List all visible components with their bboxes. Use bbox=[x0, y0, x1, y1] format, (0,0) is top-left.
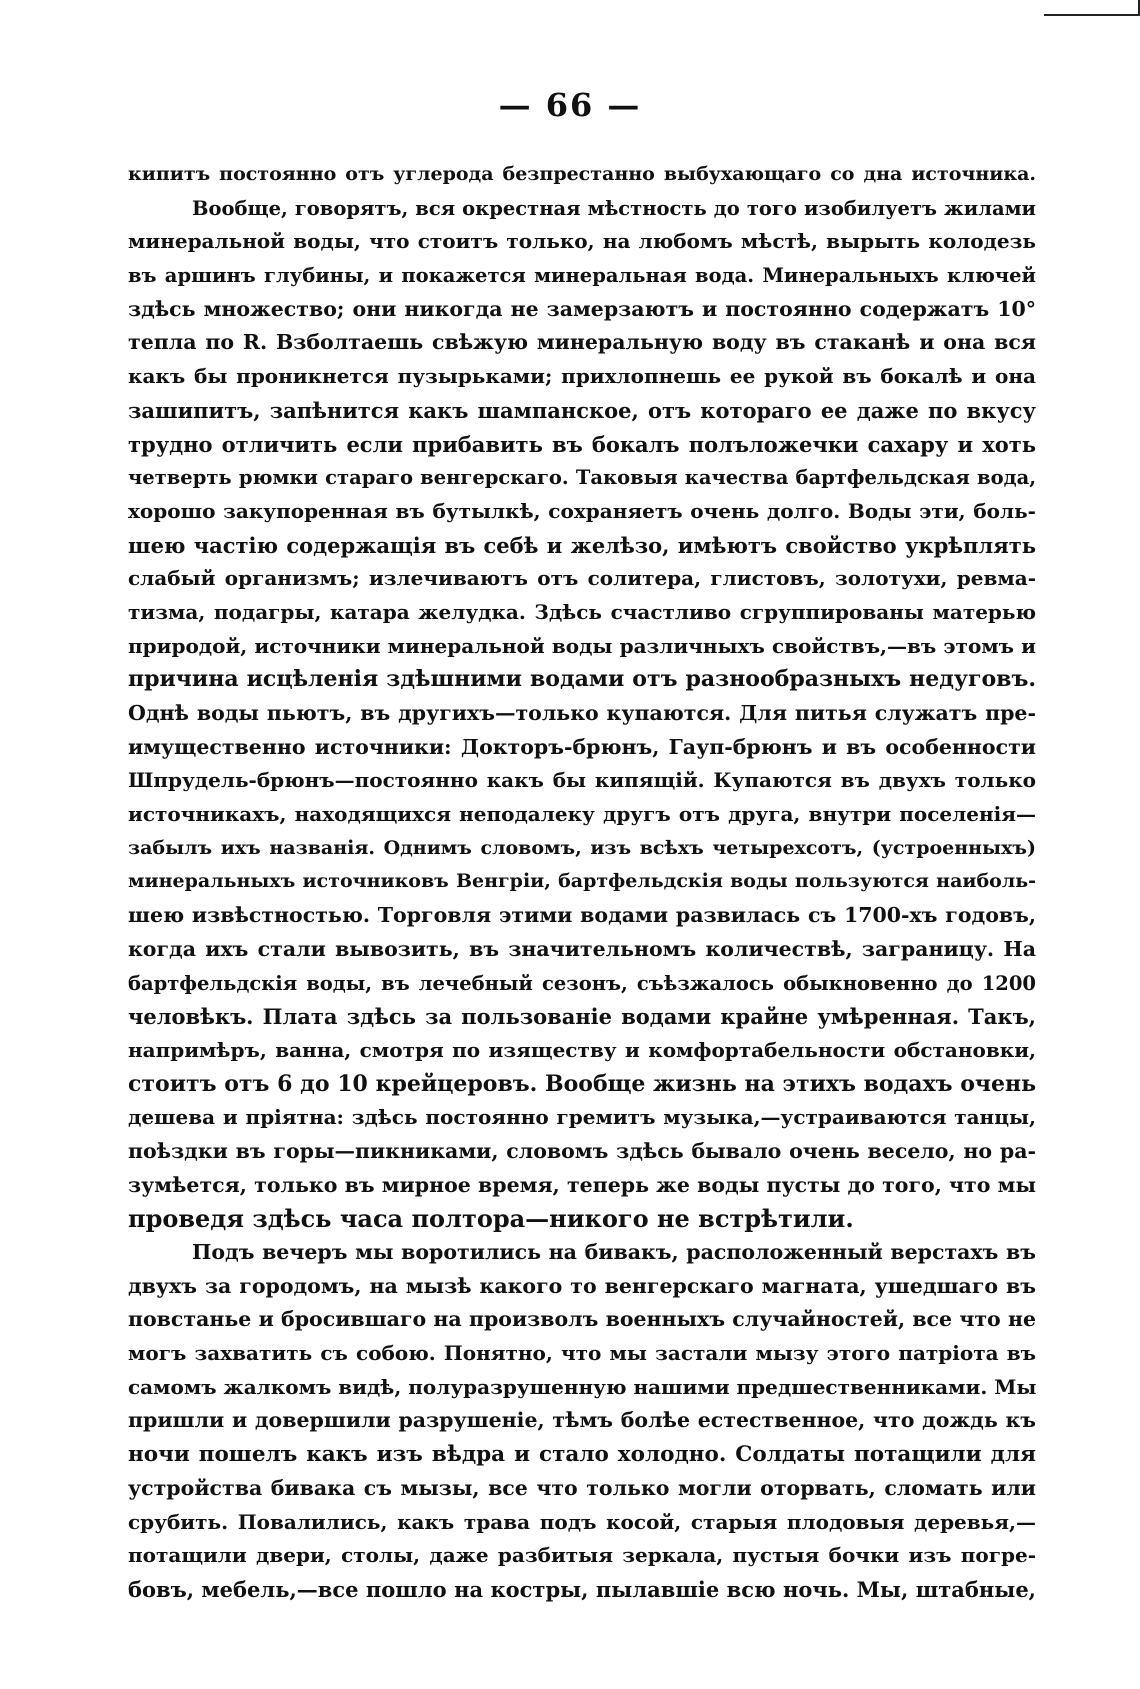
text-line: проведя здѣсь часа полтора—никого не встрѣтили. bbox=[128, 1204, 854, 1234]
text-line: въ аршинъ глубины, и покажется минеральная вода. Минеральныхъ ключей bbox=[128, 264, 1036, 288]
text-line: Шпрудель-брюнъ—постоянно какъ бы кипящій. Купаются въ двухъ только bbox=[128, 768, 1036, 793]
text-line: тепла по R. Взболтаешь свѣжую минеральную воду въ стаканѣ и она вся bbox=[128, 330, 1036, 355]
text-line: имущественно источники: Докторъ-брюнъ, Гауп-брюнъ и въ особенности bbox=[128, 734, 1036, 759]
text-line: поѣздки въ горы—пикниками, словомъ здѣсь бывало очень весело, но ра- bbox=[128, 1138, 1036, 1163]
text-line: шею извѣстностью. Торговля этими водами развилась съ 1700-хъ годовъ, bbox=[128, 903, 1036, 928]
text-line: тизма, подагры, катара желудка. Здѣсь счастливо сгруппированы матерью bbox=[128, 599, 1036, 624]
text-line: здѣсь множество; они никогда не замерзаютъ и постоянно содержатъ 10° bbox=[128, 296, 1036, 321]
text-line: забылъ ихъ названія. Однимъ словомъ, изъ всѣхъ четырехсотъ, (устроенныхъ) bbox=[128, 836, 1036, 859]
text-line: причина исцѣленія здѣшними водами отъ разнообразныхъ недуговъ. bbox=[128, 666, 1036, 693]
corner-rule bbox=[1044, 14, 1140, 16]
text-line: могъ захватить съ собою. Понятно, что мы застали мызу этого патріота въ bbox=[128, 1341, 1036, 1366]
text-line: Подъ вечеръ мы воротились на бивакъ, расположенный верстахъ въ bbox=[192, 1240, 1036, 1264]
text-line: самомъ жалкомъ видѣ, полуразрушенную нашими предшественниками. Мы bbox=[128, 1374, 1036, 1399]
body-text bbox=[128, 158, 1036, 1607]
text-line: бовъ, мебель,—все пошло на костры, пылавшіе всю ночь. Мы, штабные, bbox=[128, 1576, 1036, 1602]
text-line: пришли и довершили разрушеніе, тѣмъ болѣе естественное, что дождь къ bbox=[128, 1408, 1036, 1433]
text-line: какъ бы проникнется пузырьками; прихлопнешь ее рукой въ бокалѣ и она bbox=[128, 364, 1036, 389]
text-line: природой, источники минеральной воды различныхъ свойствъ,—въ этомъ и bbox=[128, 633, 1036, 658]
text-line: бартфельдскія воды, въ лечебный сезонъ, съѣзжалось обыкновенно до 1200 bbox=[128, 971, 1036, 995]
text-line: ночи пошелъ какъ изъ вѣдра и стало холодно. Солдаты потащили для bbox=[128, 1442, 1036, 1468]
text-line: устройства бивака съ мызы, все что только могли оторвать, сломать или bbox=[128, 1475, 1036, 1500]
text-line: источникахъ, находящихся неподалеку другъ отъ друга, внутри поселенія— bbox=[128, 802, 1036, 827]
text-line: минеральной воды, что стоитъ только, на любомъ мѣстѣ, вырыть колодезь bbox=[128, 229, 1036, 254]
text-line: когда ихъ стали вывозить, въ значительномъ количествѣ, заграницу. На bbox=[128, 936, 1036, 961]
text-line: стоитъ отъ 6 до 10 крейцеровъ. Вообще жизнь на этихъ водахъ очень bbox=[128, 1070, 1036, 1097]
text-line: кипитъ постоянно отъ углерода безпрестанно выбухающаго со дна источника. bbox=[128, 163, 1036, 185]
text-line: хорошо закупоренная въ бутылкѣ, сохраняетъ очень долго. Воды эти, боль- bbox=[128, 498, 1036, 523]
text-line: Однѣ воды пьютъ, въ другихъ—только купаются. Для питья служатъ пре- bbox=[128, 701, 1036, 725]
text-line: человѣкъ. Плата здѣсь за пользованіе водами крайне умѣренная. Такъ, bbox=[128, 1004, 1036, 1030]
text-line: двухъ за городомъ, на мызѣ какого то венгерскаго магната, ушедшаго въ bbox=[128, 1273, 1036, 1298]
text-line: напримѣръ, ванна, смотря по изяществу и комфортабельности обстановки, bbox=[128, 1037, 1036, 1062]
text-line: минеральныхъ источниковъ Венгріи, бартфельдскія воды пользуются наиболь- bbox=[128, 870, 1036, 893]
text-line: дешева и пріятна: здѣсь постоянно гремитъ музыка,—устраиваются танцы, bbox=[128, 1105, 1036, 1130]
text-line: слабый организмъ; излечиваютъ отъ солитера, глистовъ, золотухи, ревма- bbox=[128, 566, 1036, 591]
text-line: Вообще, говорятъ, вся окрестная мѣстность до того изобилуетъ жилами bbox=[192, 196, 1036, 220]
text-line: повстанье и бросившаго на произволъ военныхъ случайностей, все что не bbox=[128, 1307, 1036, 1332]
text-line: срубить. Повалились, какъ трава подъ косой, старыя плодовыя деревья,— bbox=[128, 1509, 1036, 1534]
text-line: потащили двери, столы, даже разбитыя зеркала, пустыя бочки изъ погре- bbox=[128, 1543, 1036, 1568]
text-line: зашипитъ, запѣнится какъ шампанское, отъ котораго ее даже по вкусу bbox=[128, 397, 1036, 423]
page-number: — 66 — bbox=[498, 86, 642, 124]
text-line: шею частію содержащія въ себѣ и желѣзо, имѣютъ свойство укрѣплять bbox=[128, 532, 1036, 558]
text-line: четверть рюмки стараго венгерскаго. Таковыя качества бартфельдская вода, bbox=[128, 466, 1036, 490]
text-line: трудно отличить если прибавить въ бокалъ полъложечки сахару и хоть bbox=[128, 431, 1036, 457]
text-line: зумѣется, только въ мирное время, теперь же воды пусты до того, что мы bbox=[128, 1172, 1036, 1197]
